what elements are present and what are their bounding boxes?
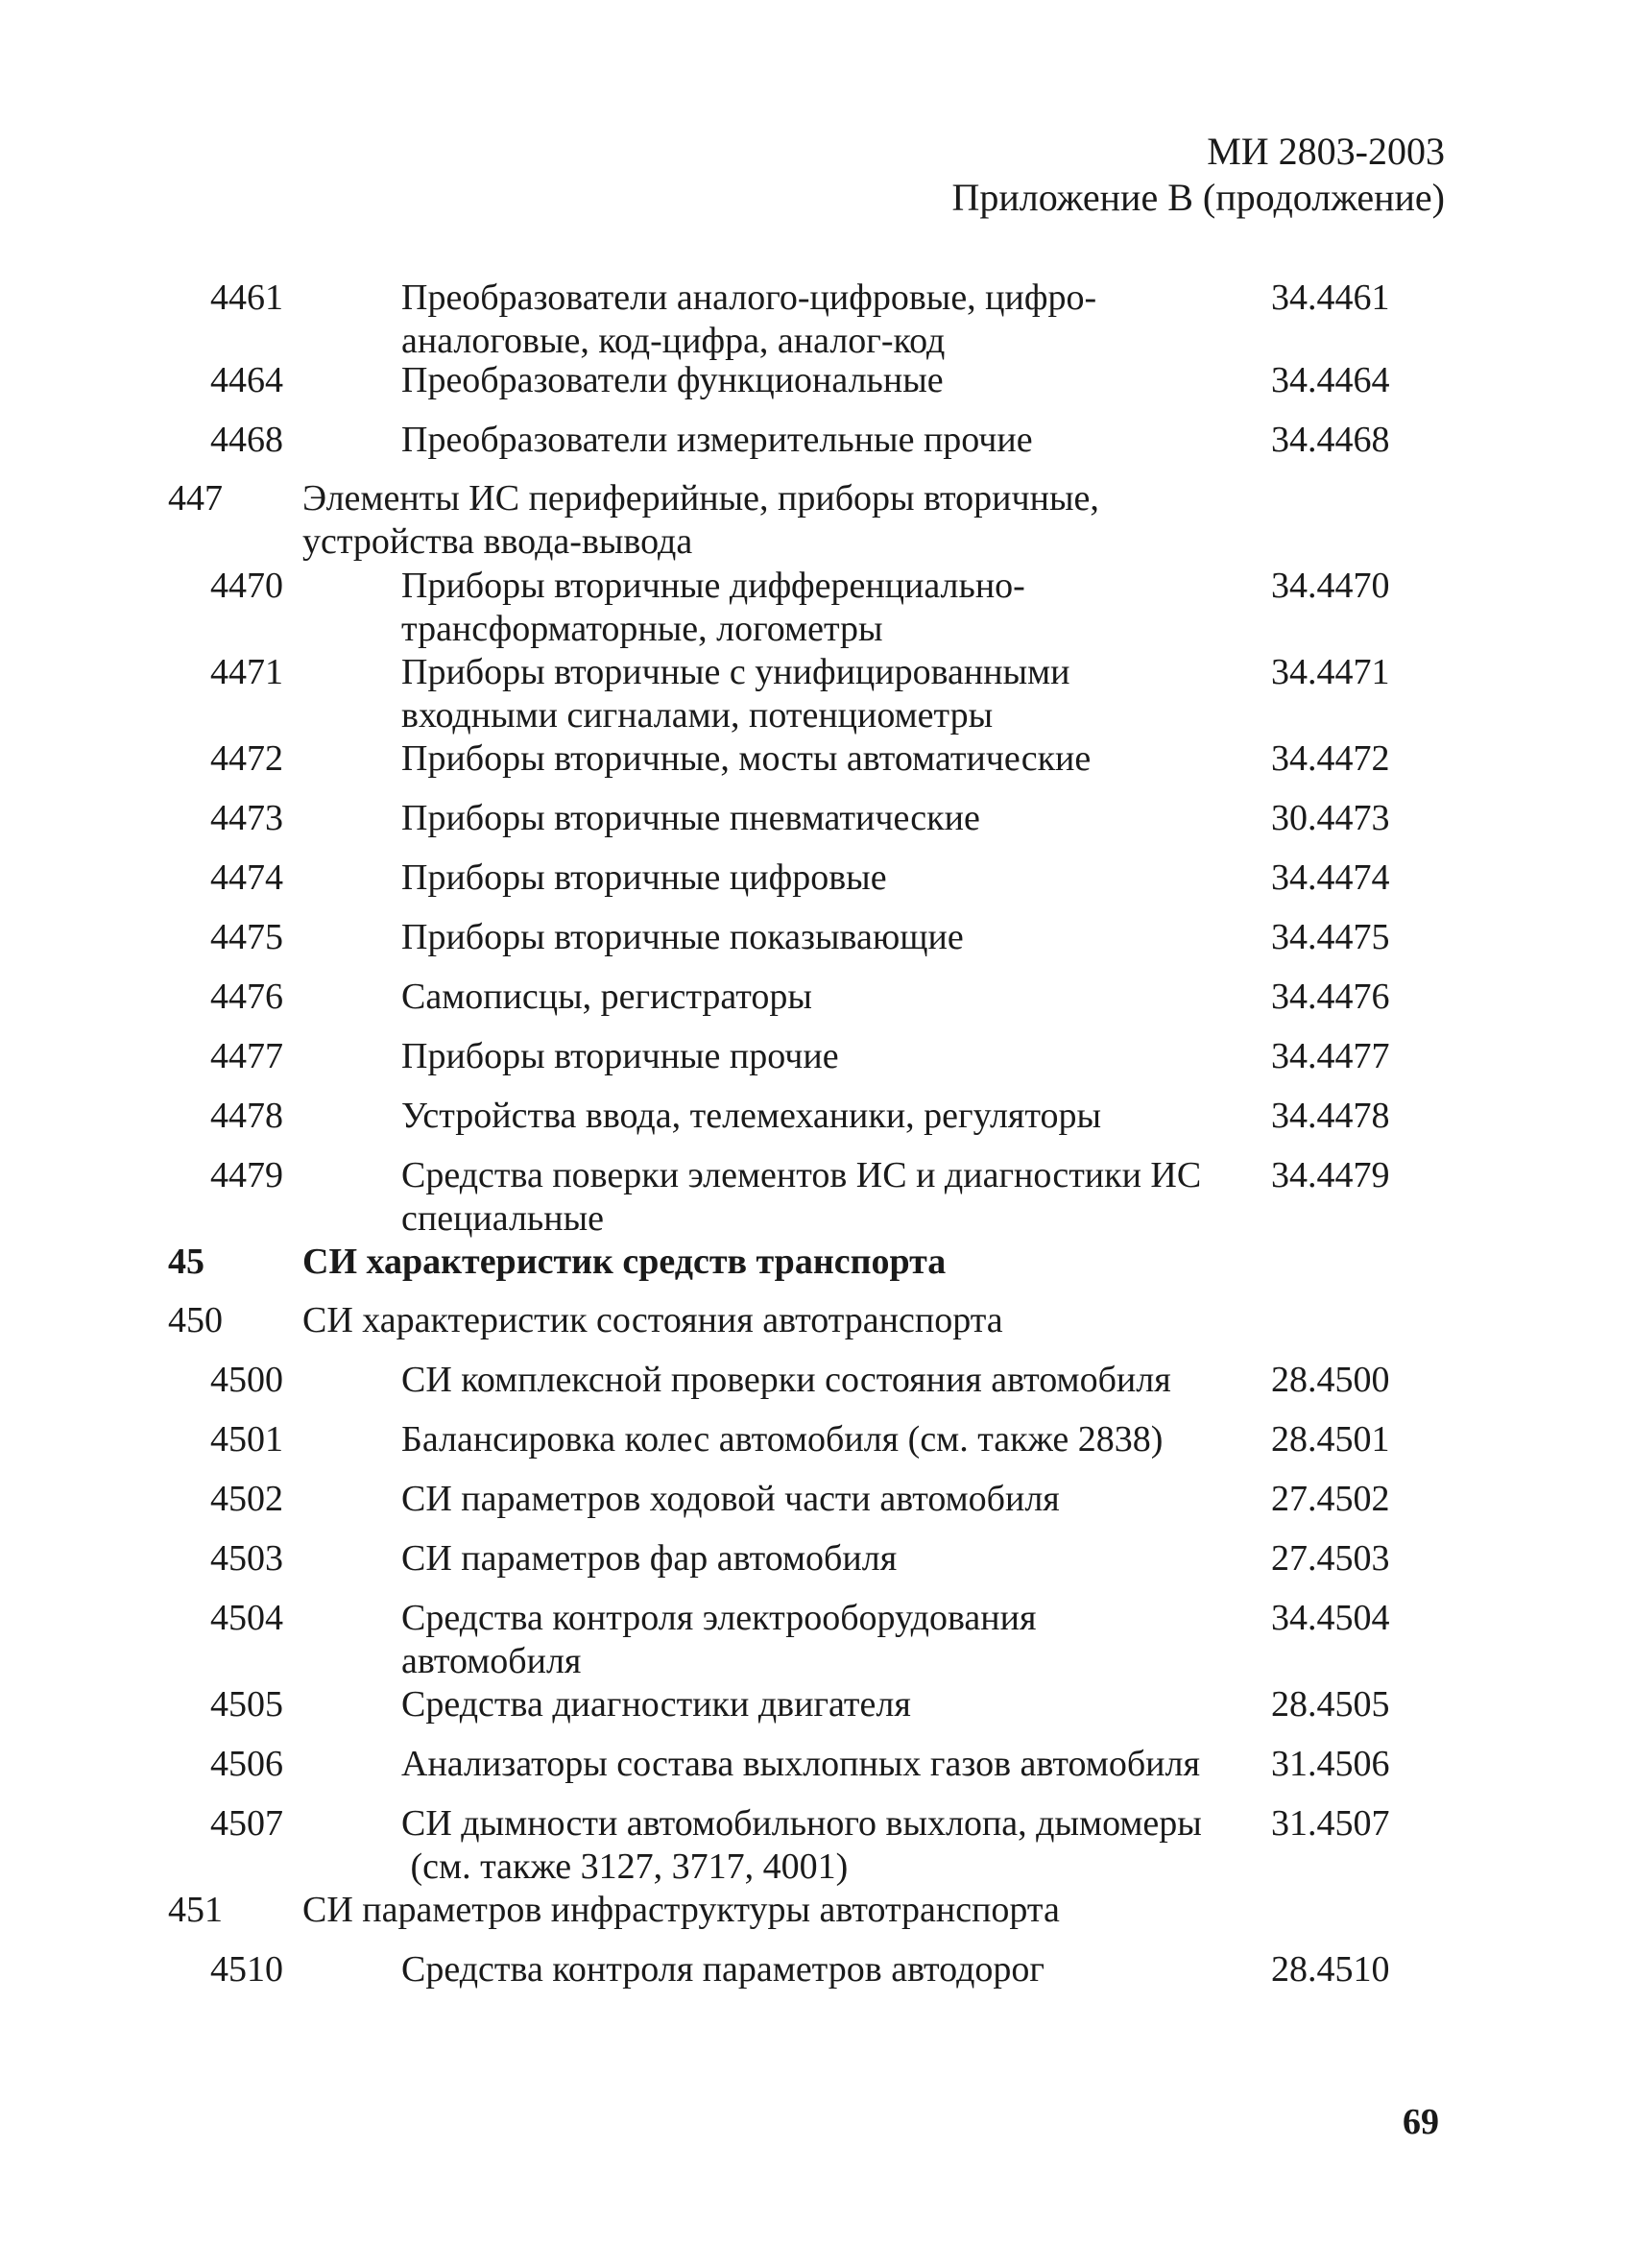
row-ref-code: 28.4500 — [1271, 1360, 1390, 1400]
table-row — [0, 359, 1633, 402]
row-code: 4501 — [210, 1419, 283, 1460]
row-ref-code: 34.4479 — [1271, 1155, 1390, 1195]
row-ref-code: 34.4477 — [1271, 1036, 1390, 1076]
row-ref-code: 34.4472 — [1271, 738, 1390, 779]
row-description: (см. также 3127, 3717, 4001) — [401, 1846, 849, 1887]
table-row — [0, 277, 1633, 363]
appendix-subtitle: Приложение В (продолжение) — [951, 176, 1445, 219]
row-description: СИ характеристик состояния автотранспорта — [302, 1300, 1003, 1340]
row-code: 4502 — [210, 1479, 283, 1519]
table-row — [0, 857, 1633, 900]
row-ref-code: 28.4505 — [1271, 1684, 1390, 1725]
row-description: автомобиля — [401, 1641, 582, 1681]
row-ref-code: 34.4475 — [1271, 917, 1390, 957]
row-description: входными сигналами, потенциометры — [401, 695, 994, 736]
row-description: СИ параметров фар автомобиля — [401, 1538, 898, 1579]
row-description: трансформаторные, логометры — [401, 609, 883, 649]
row-ref-code: 28.4501 — [1271, 1419, 1390, 1460]
table-row — [0, 1478, 1633, 1521]
row-code: 4479 — [210, 1155, 283, 1195]
section-row — [0, 1889, 1633, 1932]
row-description: Анализаторы состава выхлопных газов автомобиля — [401, 1744, 1200, 1784]
table-row — [0, 1537, 1633, 1580]
row-description: Элементы ИС периферийные, приборы вторичные, — [302, 478, 1099, 519]
row-description: СИ дымности автомобильного выхлопа, дымомеры — [401, 1803, 1202, 1844]
row-code: 4500 — [210, 1360, 283, 1400]
row-ref-code: 31.4507 — [1271, 1803, 1390, 1844]
row-description: СИ характеристик средств транспорта — [302, 1242, 947, 1282]
row-ref-code: 34.4468 — [1271, 420, 1390, 460]
row-code: 4478 — [210, 1096, 283, 1136]
table-row — [0, 1095, 1633, 1138]
table-row — [0, 1597, 1633, 1683]
table-row — [0, 976, 1633, 1019]
row-code: 4507 — [210, 1803, 283, 1844]
table-row — [0, 1418, 1633, 1461]
section-row — [0, 1241, 1633, 1284]
row-description: устройства ввода-вывода — [302, 521, 693, 562]
row-description: Средства контроля электрооборудования — [401, 1598, 1037, 1638]
document-id: МИ 2803-2003 — [1207, 130, 1445, 173]
row-code: 4474 — [210, 857, 283, 898]
row-code: 4477 — [210, 1036, 283, 1076]
row-code: 4464 — [210, 360, 283, 400]
row-ref-code: 34.4474 — [1271, 857, 1390, 898]
section-row — [0, 477, 1633, 564]
row-ref-code: 34.4476 — [1271, 977, 1390, 1017]
row-code: 4461 — [210, 277, 283, 318]
row-ref-code: 34.4464 — [1271, 360, 1390, 400]
row-code: 4504 — [210, 1598, 283, 1638]
table-row — [0, 1948, 1633, 1991]
row-description: Средства поверки элементов ИС и диагностики ИС — [401, 1155, 1202, 1195]
row-ref-code: 34.4504 — [1271, 1598, 1390, 1638]
table-row — [0, 565, 1633, 651]
row-ref-code: 27.4503 — [1271, 1538, 1390, 1579]
row-code: 447 — [168, 478, 223, 519]
table-row — [0, 419, 1633, 462]
page-number: 69 — [1403, 2102, 1439, 2142]
row-description: Преобразователи функциональные — [401, 360, 944, 400]
table-row — [0, 1743, 1633, 1786]
row-ref-code: 30.4473 — [1271, 798, 1390, 838]
row-code: 4470 — [210, 566, 283, 606]
row-ref-code: 34.4471 — [1271, 652, 1390, 692]
row-description: Устройства ввода, телемеханики, регуляторы — [401, 1096, 1102, 1136]
row-ref-code: 34.4461 — [1271, 277, 1390, 318]
table-row — [0, 797, 1633, 840]
row-code: 450 — [168, 1300, 223, 1340]
row-ref-code: 27.4502 — [1271, 1479, 1390, 1519]
row-description: Приборы вторичные, мосты автоматические — [401, 738, 1092, 779]
section-row — [0, 1299, 1633, 1342]
row-ref-code: 34.4478 — [1271, 1096, 1390, 1136]
row-description: Приборы вторичные дифференциально- — [401, 566, 1025, 606]
row-ref-code: 31.4506 — [1271, 1744, 1390, 1784]
row-description: специальные — [401, 1198, 604, 1239]
row-description: Приборы вторичные цифровые — [401, 857, 887, 898]
row-code: 4473 — [210, 798, 283, 838]
row-description: СИ параметров инфраструктуры автотранспорта — [302, 1890, 1060, 1930]
row-code: 4471 — [210, 652, 283, 692]
row-ref-code: 28.4510 — [1271, 1949, 1390, 1990]
row-description: Приборы вторичные прочие — [401, 1036, 839, 1076]
row-code: 4505 — [210, 1684, 283, 1725]
row-description: Преобразователи аналого-цифровые, цифро- — [401, 277, 1097, 318]
table-row — [0, 1802, 1633, 1889]
table-row — [0, 1035, 1633, 1078]
row-code: 4506 — [210, 1744, 283, 1784]
row-code: 45 — [168, 1242, 204, 1282]
table-row — [0, 1359, 1633, 1402]
row-code: 451 — [168, 1890, 223, 1930]
row-description: Самописцы, регистраторы — [401, 977, 812, 1017]
row-code: 4476 — [210, 977, 283, 1017]
row-description: Средства диагностики двигателя — [401, 1684, 911, 1725]
row-code: 4468 — [210, 420, 283, 460]
row-code: 4510 — [210, 1949, 283, 1990]
table-row — [0, 1683, 1633, 1726]
row-code: 4475 — [210, 917, 283, 957]
row-description: аналоговые, код-цифра, аналог-код — [401, 321, 946, 361]
table-row — [0, 1154, 1633, 1241]
row-description: Приборы вторичные с унифицированными — [401, 652, 1070, 692]
row-description: Приборы вторичные пневматические — [401, 798, 980, 838]
row-description: СИ параметров ходовой части автомобиля — [401, 1479, 1060, 1519]
row-ref-code: 34.4470 — [1271, 566, 1390, 606]
table-row — [0, 916, 1633, 959]
row-description: СИ комплексной проверки состояния автомобиля — [401, 1360, 1171, 1400]
table-row — [0, 651, 1633, 737]
row-description: Средства контроля параметров автодорог — [401, 1949, 1045, 1990]
table-row — [0, 737, 1633, 781]
row-code: 4472 — [210, 738, 283, 779]
row-description: Преобразователи измерительные прочие — [401, 420, 1033, 460]
row-code: 4503 — [210, 1538, 283, 1579]
row-description: Балансировка колес автомобиля (см. также 2838) — [401, 1419, 1164, 1460]
row-description: Приборы вторичные показывающие — [401, 917, 964, 957]
